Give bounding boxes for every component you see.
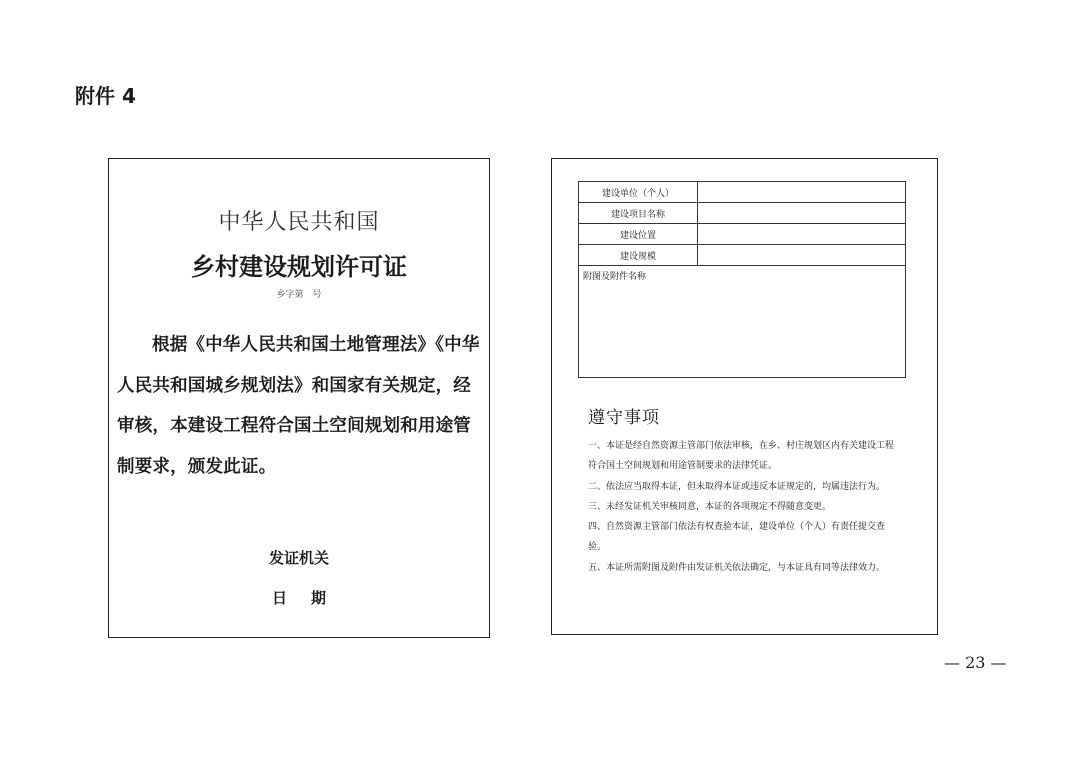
- permit-body-text: 根据《中华人民共和国土地管理法》《中华人民共和国城乡规划法》和国家有关规定，经审核，本建设工程符合国土空间规划和用途管制要求，颁发此证。: [117, 335, 480, 477]
- table-row: [579, 182, 906, 203]
- attachment-label: 附件 4: [75, 84, 136, 108]
- page-number: — 23 —: [944, 653, 1007, 672]
- permit-back-page: [551, 158, 938, 635]
- rules-title: 遵守事项: [588, 408, 660, 428]
- country-name: 中华人民共和国: [218, 210, 380, 235]
- permit-title: 乡村建设规划许可证: [191, 253, 407, 281]
- rules-list: [588, 436, 900, 578]
- rule-item: 二、依法应当取得本证，但未取得本证或违反本证规定的，均属违法行为。: [588, 481, 886, 492]
- table-label: 建设单位（个人）: [579, 182, 698, 203]
- rule-item: 三、未经发证机关审核同意，本证的各项规定不得随意变更。: [588, 501, 832, 512]
- rule-item: 四、自然资源主管部门依法有权查验本证，建设单位（个人）有责任提交查验。: [588, 522, 886, 553]
- rule-item: 一、本证是经自然资源主管部门依法审核，在乡、村庄规划区内有关建设工程符合国土空间规划和用途管制要求的法律凭证。: [588, 441, 895, 472]
- table-row: [579, 266, 906, 378]
- project-info-table: [578, 181, 906, 378]
- table-value: [698, 224, 906, 245]
- table-label: 建设位置: [579, 224, 698, 245]
- permit-number-line: 乡字第 号: [276, 290, 322, 300]
- table-value: [698, 203, 906, 224]
- table-label: 建设规模: [579, 245, 698, 266]
- rule-item: 五、本证所需附图及附件由发证机关依法确定，与本证具有同等法律效力。: [588, 562, 886, 573]
- issuing-authority-label: 发证机关: [268, 549, 329, 567]
- attachments-label: 附图及附件名称: [579, 266, 906, 378]
- table-value: [698, 245, 906, 266]
- date-label: 日期: [271, 589, 350, 607]
- table-label: 建设项目名称: [579, 203, 698, 224]
- permit-front-page: [108, 158, 490, 638]
- table-value: [698, 182, 906, 203]
- table-row: [579, 245, 906, 266]
- table-row: [579, 203, 906, 224]
- table-row: [579, 224, 906, 245]
